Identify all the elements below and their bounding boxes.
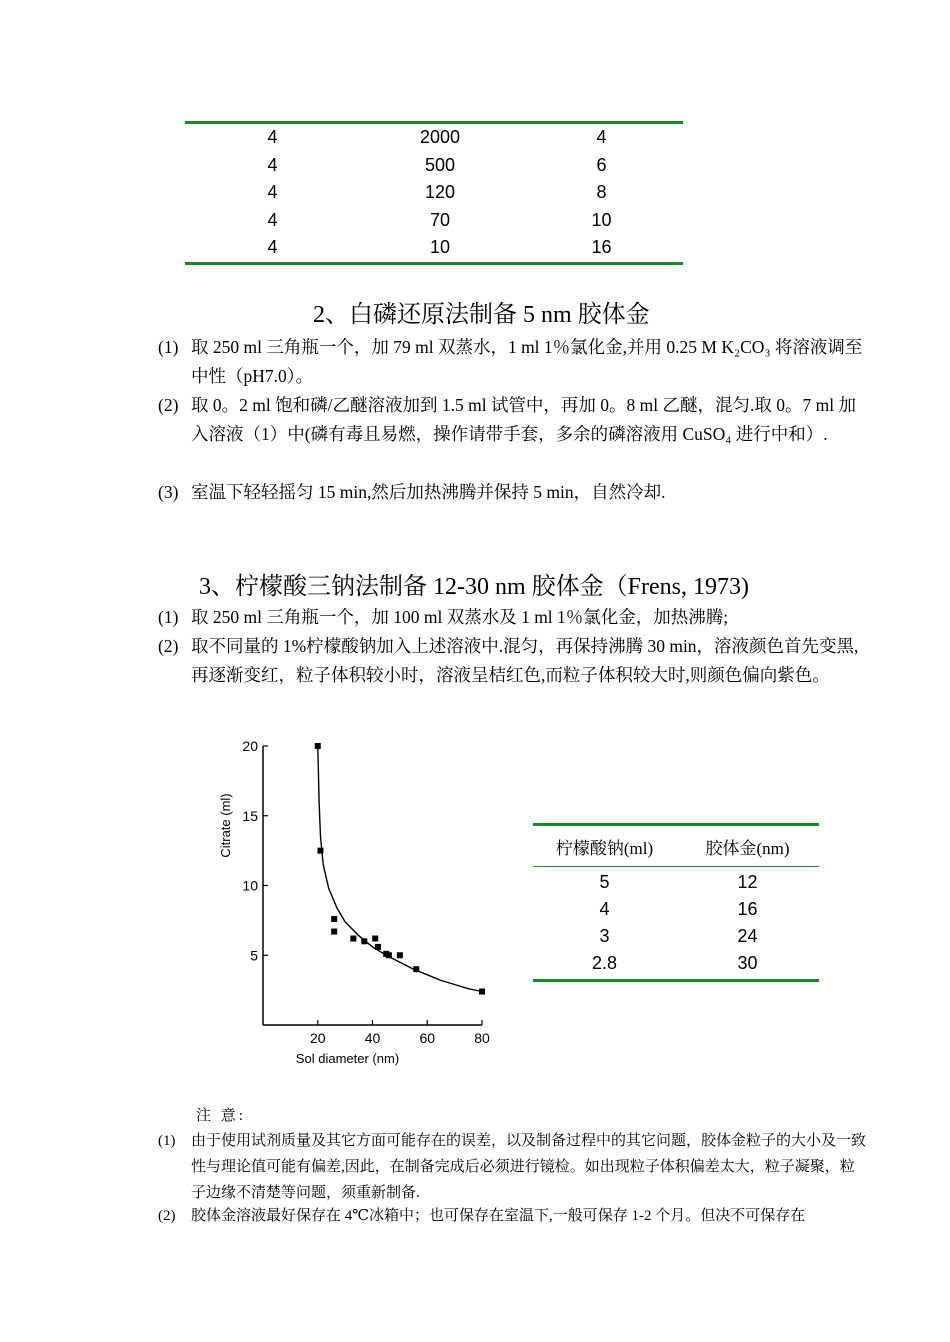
table-row: 3 24 (599, 926, 758, 946)
table-row: 4 120 8 (267, 182, 607, 203)
table-row: 4 10 16 (267, 237, 612, 258)
data-point (397, 952, 403, 958)
data-point (386, 952, 392, 958)
table-row: 2.8 30 (591, 953, 758, 973)
citrate-size-table (533, 823, 819, 982)
section-3-step-2: (2) 取不同量的 1%柠檬酸钠加入上述溶液中.混匀，再保持沸腾 30 min，溶液颜色首先变黑,再逐渐变红，粒子体积较小时，溶液呈桔红色,而粒子体积较大时,则颜色偏向紫色。 (158, 636, 859, 685)
table-row: 5 12 (599, 872, 758, 892)
table-row: 4 2000 4 (267, 127, 607, 148)
x-tick-label: 60 (419, 1030, 436, 1046)
data-point (331, 916, 337, 922)
section-2-step-2: (2) 取 0。2 ml 饱和磷/乙醚溶液加到 1.5 ml 试管中，再加 0。8 ml 乙醚，混匀.取 0。7 ml 加入溶液（1）中(磷有毒且易燃，操作请带手套，多余的磷溶液用 CuSO₄ 进行中和）. (158, 395, 857, 444)
x-tick-label: 80 (474, 1030, 490, 1046)
section-2-step-3: (3) 室温下轻轻摇匀 15 min,然后加热沸腾并保持 5 min，自然冷却. (158, 482, 666, 502)
y-tick-label: 5 (250, 947, 258, 964)
section-3-step-1: (1) 取 250 ml 三角瓶一个，加 100 ml 双蒸水及 1 ml 1％氯化金，加热沸腾; (158, 607, 729, 627)
chart-points (315, 743, 485, 995)
note-item: (1) 由于使用试剂质量及其它方面可能存在的误差，以及制备过程中的其它问题，胶体金粒子的大小及一致性与理论值可能有偏差,因此，在制备完成后必须进行镜检。如出现粒子体积偏差太大，粒子凝聚，粒子边缘不清楚等问题，须重新制备. (158, 1133, 867, 1201)
data-point (413, 966, 419, 972)
citrate-vs-diameter-chart (210, 735, 510, 1075)
data-point (375, 944, 381, 950)
section-2-step-1: (1) 取 250 ml 三角瓶一个，加 79 ml 双蒸水，1 ml 1％氯化金,并用 0.25 M K₂CO₃ 将溶液调至中性（pH7.0）。 (158, 337, 863, 386)
section-2-heading: 2、白磷还原法制备 5 nm 胶体金 (313, 302, 650, 328)
x-tick-label: 40 (364, 1030, 381, 1046)
concentration-table (185, 121, 683, 265)
table-row: 4 500 6 (267, 154, 607, 175)
y-tick-label: 20 (242, 738, 258, 754)
data-point (315, 743, 321, 749)
x-tick-label: 20 (309, 1030, 326, 1046)
data-point (331, 929, 337, 935)
table-row: 4 16 (599, 899, 758, 919)
data-point (317, 848, 323, 854)
notes-title: 注 意: (196, 1108, 246, 1124)
data-point (350, 936, 356, 942)
chart-ticks (242, 738, 490, 1046)
y-axis-label: Citrate (ml) (218, 793, 233, 858)
data-point (361, 938, 367, 944)
data-point (372, 936, 378, 942)
x-axis-label: Sol diameter (nm) (295, 1051, 400, 1066)
y-tick-label: 15 (242, 807, 258, 824)
header-citrate: 柠檬酸钠(ml) (555, 838, 654, 858)
table-row: 4 70 10 (267, 209, 612, 230)
y-tick-label: 10 (242, 877, 258, 894)
table-header (533, 826, 819, 867)
data-point (479, 989, 485, 995)
note-item: (2) 胶体金溶液最好保存在 4℃冰箱中；也可保存在室温下,一般可保存 1-2 个月。但决不可保存在 (158, 1208, 806, 1224)
section-3-heading: 3、柠檬酸三钠法制备 12-30 nm 胶体金（Frens, 1973) (199, 574, 749, 600)
header-gold-size: 胶体金(nm) (705, 838, 790, 858)
